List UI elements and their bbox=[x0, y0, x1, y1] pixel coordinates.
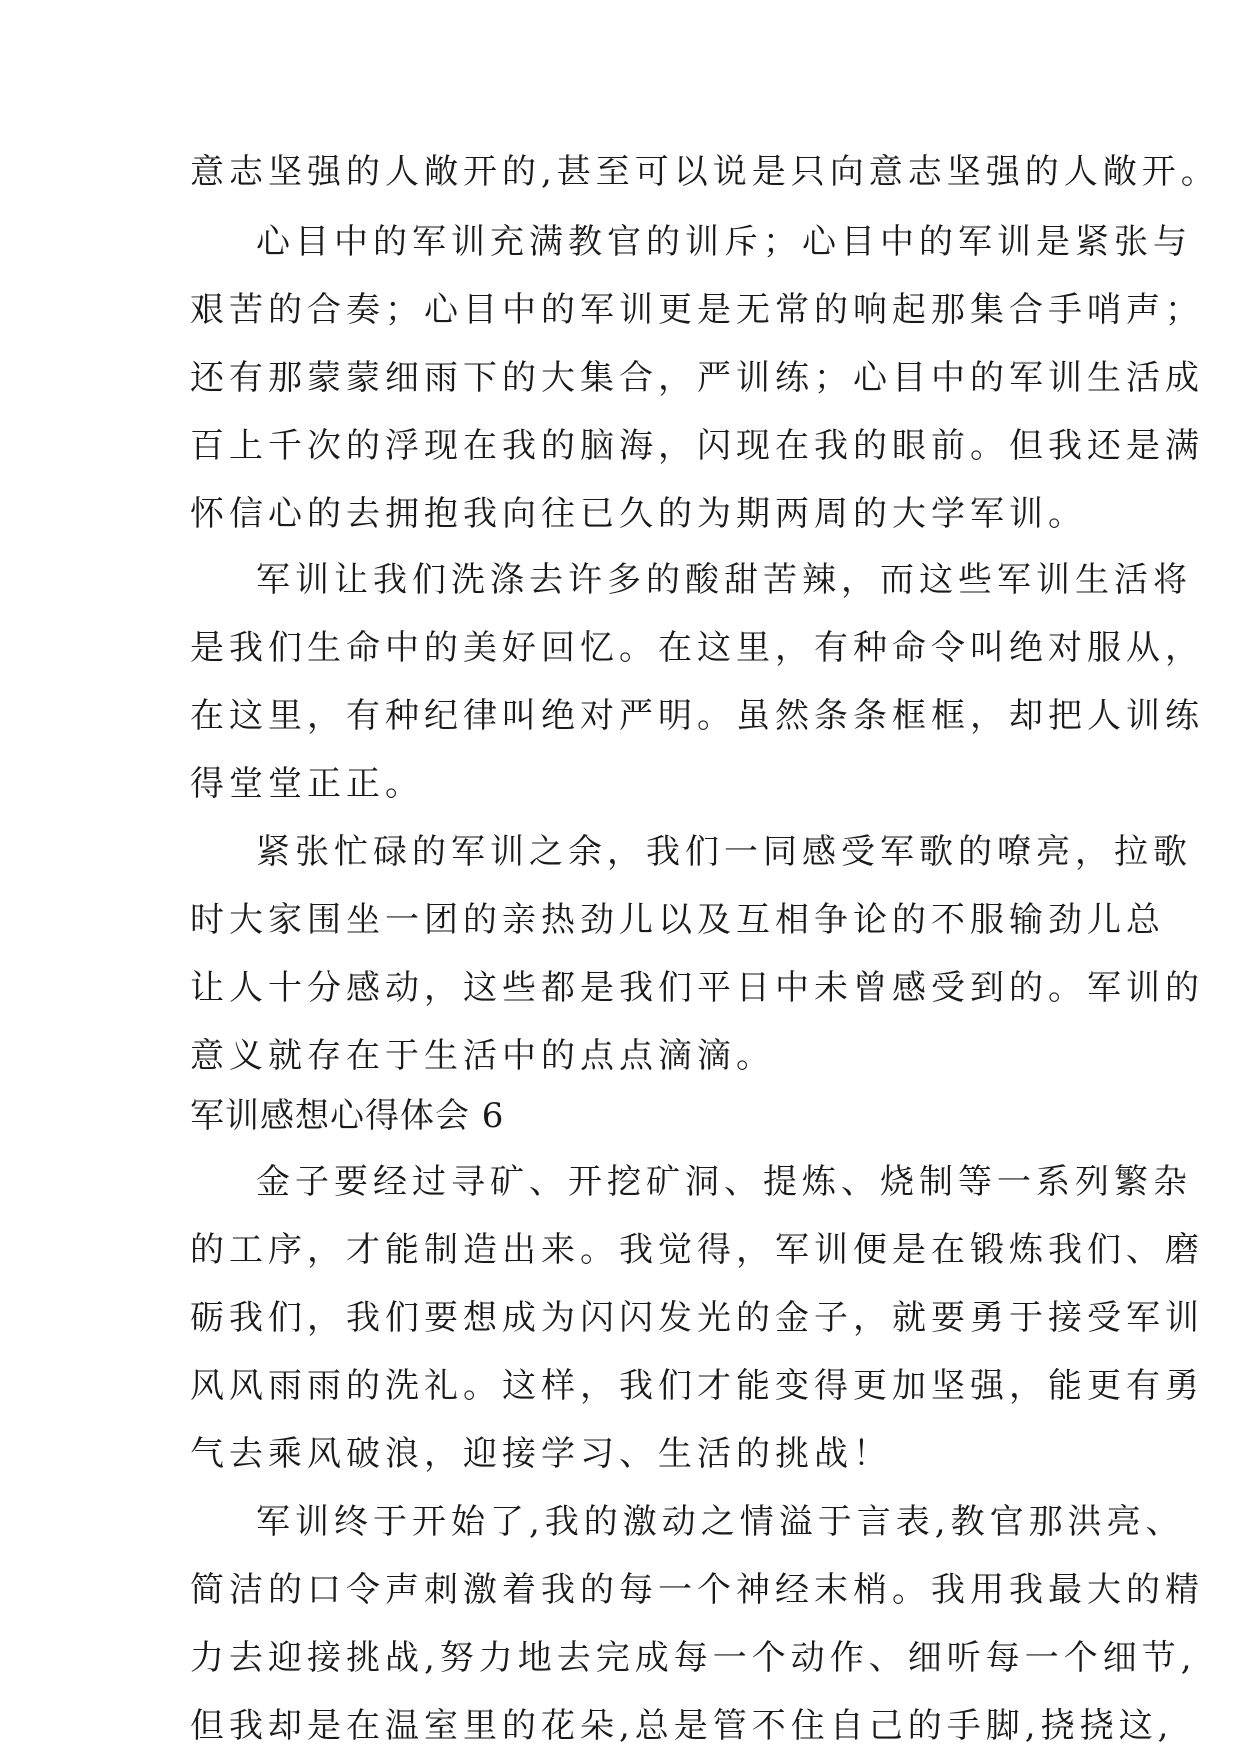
text-line: 军训让我们洗涤去许多的酸甜苦辣，而这些军训生活将 bbox=[256, 560, 1192, 600]
text-line: 艰苦的合奏；心目中的军训更是无常的响起那集合手哨声； bbox=[190, 290, 1204, 330]
text-line: 意义就存在于生活中的点点滴滴。 bbox=[190, 1036, 775, 1076]
text-line: 让人十分感动，这些都是我们平日中未曾感受到的。军训的 bbox=[190, 968, 1204, 1008]
text-line: 但我却是在温室里的花朵,总是管不住自己的手脚,挠挠这, bbox=[190, 1706, 1174, 1746]
text-line: 金子要经过寻矿、开挖矿洞、提炼、烧制等一系列繁杂 bbox=[256, 1162, 1192, 1202]
text-line: 心目中的军训充满教官的训斥；心目中的军训是紧张与 bbox=[256, 222, 1192, 262]
text-line: 简洁的口令声刺激着我的每一个神经末梢。我用我最大的精 bbox=[190, 1570, 1204, 1610]
text-line: 军训终于开始了,我的激动之情溢于言表,教官那洪亮、 bbox=[256, 1502, 1185, 1542]
text-line: 在这里，有种纪律叫绝对严明。虽然条条框框，却把人训练 bbox=[190, 696, 1204, 736]
text-line: 是我们生命中的美好回忆。在这里，有种命令叫绝对服从， bbox=[190, 628, 1204, 668]
section-heading: 军训感想心得体会 6 bbox=[190, 1096, 505, 1136]
text-line: 百上千次的浮现在我的脑海，闪现在我的眼前。但我还是满 bbox=[190, 426, 1204, 466]
text-line: 紧张忙碌的军训之余，我们一同感受军歌的嘹亮，拉歌 bbox=[256, 832, 1192, 872]
text-line: 时大家围坐一团的亲热劲儿以及互相争论的不服输劲儿总 bbox=[190, 900, 1165, 940]
text-line: 砺我们，我们要想成为闪闪发光的金子，就要勇于接受军训 bbox=[190, 1298, 1204, 1338]
text-line: 意志坚强的人敞开的,甚至可以说是只向意志坚强的人敞开。 bbox=[190, 152, 1220, 192]
text-line: 得堂堂正正。 bbox=[190, 764, 424, 804]
text-line: 力去迎接挑战,努力地去完成每一个动作、细听每一个细节, bbox=[190, 1638, 1197, 1678]
text-line: 风风雨雨的洗礼。这样，我们才能变得更加坚强，能更有勇 bbox=[190, 1366, 1204, 1406]
text-line: 还有那蒙蒙细雨下的大集合，严训练；心目中的军训生活成 bbox=[190, 358, 1204, 398]
text-line: 的工序，才能制造出来。我觉得，军训便是在锻炼我们、磨 bbox=[190, 1230, 1204, 1270]
text-line: 气去乘风破浪，迎接学习、生活的挑战！ bbox=[190, 1434, 892, 1474]
text-line: 怀信心的去拥抱我向往已久的为期两周的大学军训。 bbox=[190, 494, 1087, 534]
